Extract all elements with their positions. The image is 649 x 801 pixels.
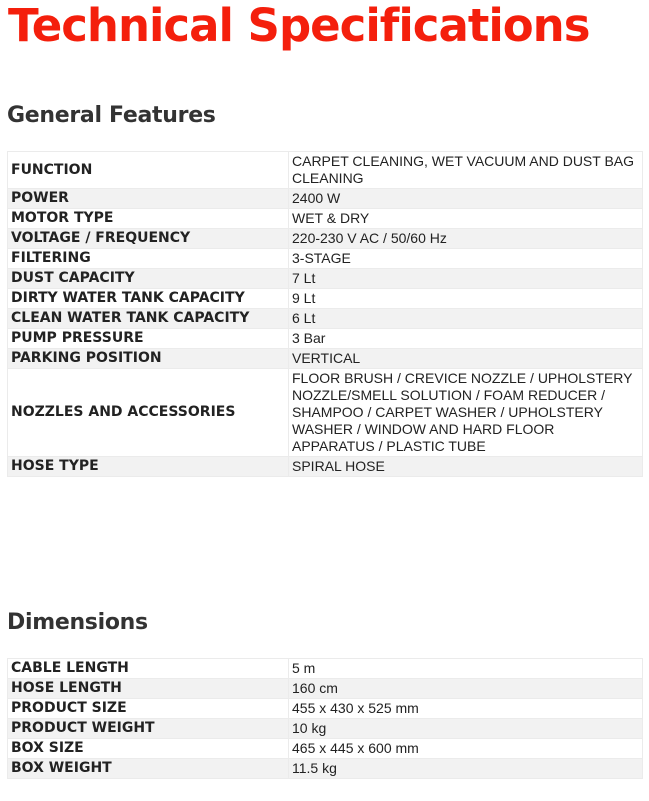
- table-row: [8, 699, 643, 719]
- spec-value: 2400 W: [289, 189, 643, 209]
- spec-label: NOZZLES AND ACCESSORIES: [8, 369, 289, 457]
- spec-value: 7 Lt: [289, 269, 643, 289]
- spec-label: VOLTAGE / FREQUENCY: [8, 229, 289, 249]
- spec-label: BOX SIZE: [8, 739, 289, 759]
- table-row: [8, 189, 643, 209]
- spec-value: 3-STAGE: [289, 249, 643, 269]
- spec-value: 160 cm: [289, 679, 643, 699]
- spec-label: PUMP PRESSURE: [8, 329, 289, 349]
- dimensions-table: [7, 658, 643, 779]
- spec-label: POWER: [8, 189, 289, 209]
- spec-label: BOX WEIGHT: [8, 759, 289, 779]
- table-row: [8, 249, 643, 269]
- spec-value: 10 kg: [289, 719, 643, 739]
- spec-label: FILTERING: [8, 249, 289, 269]
- table-row: [8, 329, 643, 349]
- general-features-heading: General Features: [7, 103, 216, 128]
- table-row: [8, 679, 643, 699]
- spec-label: CABLE LENGTH: [8, 659, 289, 679]
- spec-value: 5 m: [289, 659, 643, 679]
- spec-value: 3 Bar: [289, 329, 643, 349]
- spec-value: 11.5 kg: [289, 759, 643, 779]
- spec-label: HOSE LENGTH: [8, 679, 289, 699]
- table-row: [8, 289, 643, 309]
- spec-value: FLOOR BRUSH / CREVICE NOZZLE / UPHOLSTERY NOZZLE/SMELL SOLUTION / FOAM REDUCER / SHAMPOO / CARPET WASHER / UPHOLSTERY WASHER / WINDOW AND HARD FLOOR APPARATUS / PLASTIC TUBE: [289, 369, 643, 457]
- spec-label: FUNCTION: [8, 152, 289, 189]
- table-row: [8, 739, 643, 759]
- table-row: [8, 369, 643, 457]
- spec-value: CARPET CLEANING, WET VACUUM AND DUST BAG CLEANING: [289, 152, 643, 189]
- spec-value: VERTICAL: [289, 349, 643, 369]
- page-title: Technical Specifications: [8, 0, 590, 52]
- spec-value: SPIRAL HOSE: [289, 457, 643, 477]
- spec-value: 6 Lt: [289, 309, 643, 329]
- spec-label: PRODUCT WEIGHT: [8, 719, 289, 739]
- spec-value: 9 Lt: [289, 289, 643, 309]
- table-row: [8, 659, 643, 679]
- spec-label: CLEAN WATER TANK CAPACITY: [8, 309, 289, 329]
- table-row: [8, 349, 643, 369]
- spec-label: PARKING POSITION: [8, 349, 289, 369]
- spec-label: PRODUCT SIZE: [8, 699, 289, 719]
- spec-label: HOSE TYPE: [8, 457, 289, 477]
- table-row: [8, 152, 643, 189]
- spec-label: DUST CAPACITY: [8, 269, 289, 289]
- spec-value: 220-230 V AC / 50/60 Hz: [289, 229, 643, 249]
- dimensions-heading: Dimensions: [7, 610, 148, 635]
- spec-value: 465 x 445 x 600 mm: [289, 739, 643, 759]
- table-row: [8, 229, 643, 249]
- spec-value: WET & DRY: [289, 209, 643, 229]
- general-features-table: [7, 151, 643, 477]
- spec-label: MOTOR TYPE: [8, 209, 289, 229]
- table-row: [8, 759, 643, 779]
- spec-value: 455 x 430 x 525 mm: [289, 699, 643, 719]
- table-row: [8, 719, 643, 739]
- table-row: [8, 309, 643, 329]
- table-row: [8, 457, 643, 477]
- table-row: [8, 209, 643, 229]
- table-row: [8, 269, 643, 289]
- spec-label: DIRTY WATER TANK CAPACITY: [8, 289, 289, 309]
